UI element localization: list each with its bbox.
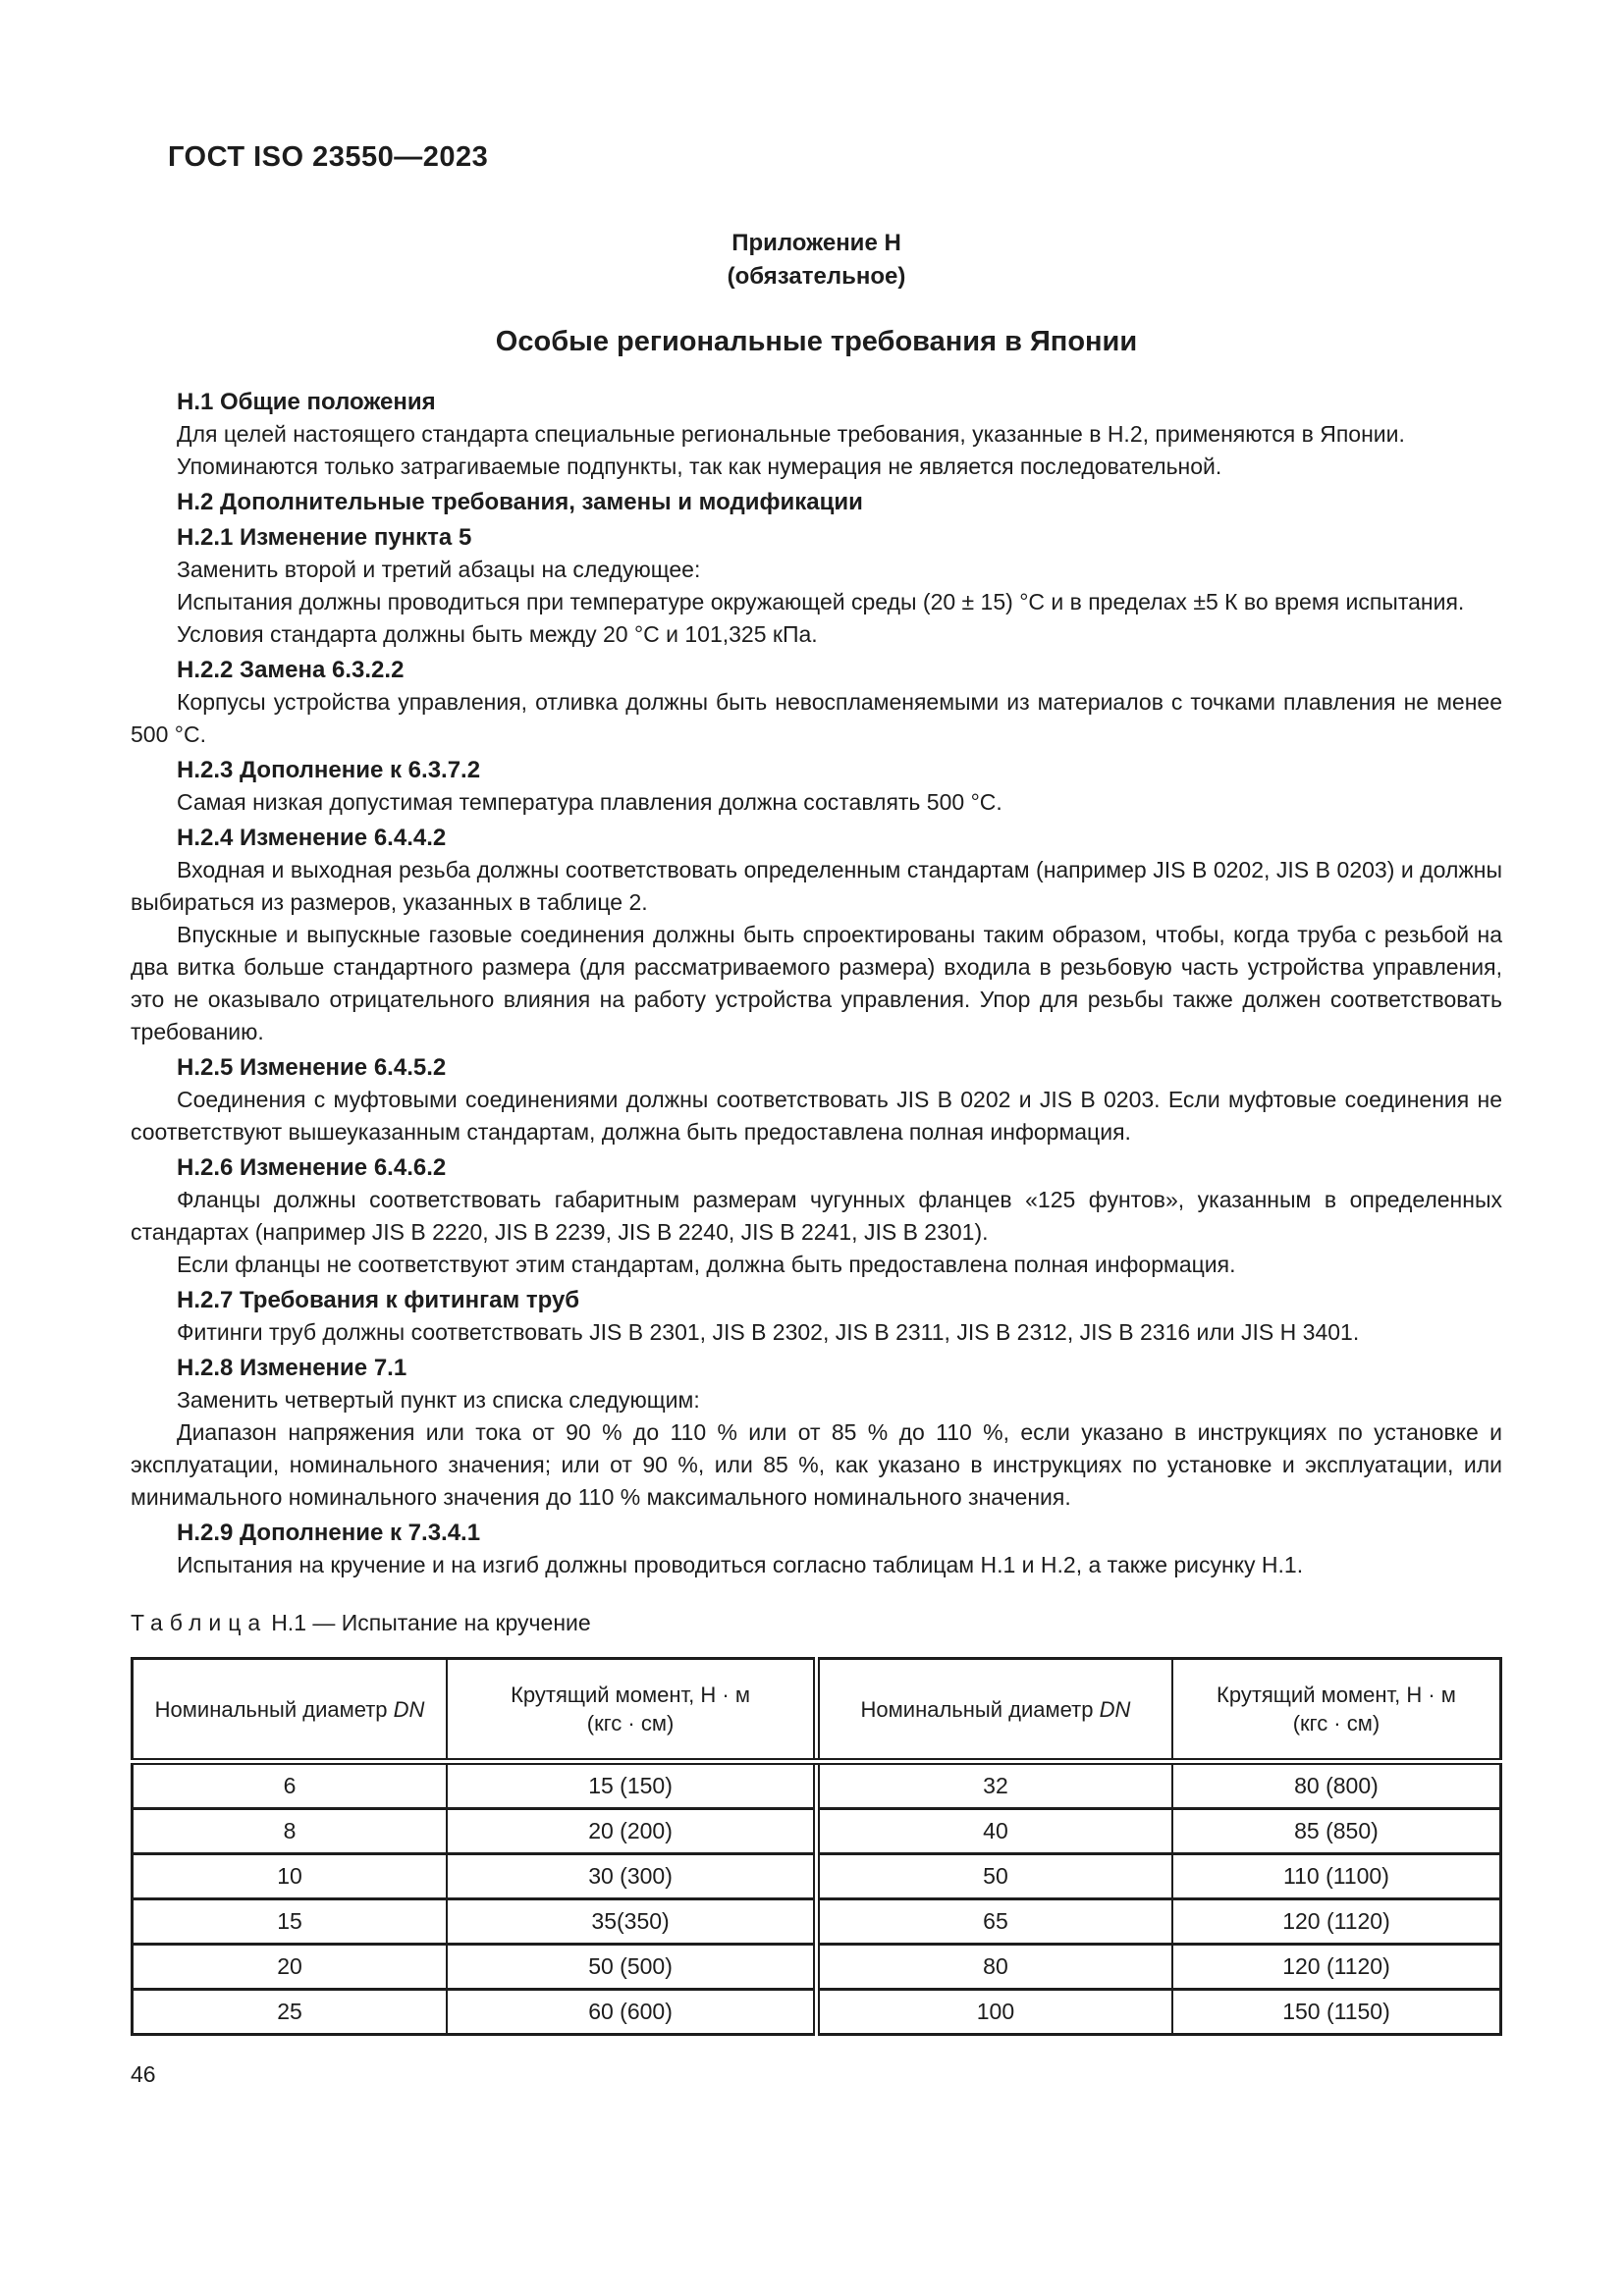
table-caption-text: Н.1 — Испытание на кручение — [271, 1610, 591, 1635]
table-caption — [131, 1608, 1502, 1637]
table-row — [133, 1899, 1501, 1945]
table-row — [133, 1945, 1501, 1990]
table-cell: 30 (300) — [447, 1854, 816, 1899]
dn-symbol: DN — [393, 1696, 425, 1722]
table-cell: 15 — [133, 1899, 448, 1945]
paragraph: Корпусы устройства управления, отливка должны быть невоспламеняемыми из материалов с точками плавления не менее 500 °С. — [131, 689, 1502, 747]
section-heading-h2-3: Н.2.3 Дополнение к 6.3.7.2 — [177, 757, 481, 783]
table-cell: 100 — [816, 1990, 1171, 2035]
dn-symbol: DN — [1099, 1696, 1131, 1722]
section-heading-h2-4: Н.2.4 Изменение 6.4.4.2 — [177, 825, 447, 851]
paragraph: Заменить второй и третий абзацы на следующее: — [177, 557, 701, 582]
page-number: 46 — [131, 2061, 156, 2087]
section-heading-h2-8: Н.2.8 Изменение 7.1 — [177, 1355, 407, 1381]
table-cell: 35(350) — [447, 1899, 816, 1945]
paragraph: Условия стандарта должны быть между 20 °С и 101,325 кПа. — [177, 621, 818, 647]
table-cell: 150 (1150) — [1172, 1990, 1501, 2035]
appendix-status: (обязательное) — [727, 263, 906, 290]
table-cell: 85 (850) — [1172, 1809, 1501, 1854]
table-cell: 120 (1120) — [1172, 1945, 1501, 1990]
table-cell: 25 — [133, 1990, 448, 2035]
col-header-torque-right: Крутящий момент, Н · м (кгс · см) — [1172, 1659, 1501, 1762]
table-row — [133, 1990, 1501, 2035]
table-cell: 20 (200) — [447, 1809, 816, 1854]
section-heading-h1: Н.1 Общие положения — [177, 389, 436, 415]
section-heading-h2: Н.2 Дополнительные требования, замены и модификации — [177, 489, 863, 515]
section-heading-h2-1: Н.2.1 Изменение пункта 5 — [177, 524, 472, 551]
paragraph: Упоминаются только затрагиваемые подпункты, так как нумерация не является последовательной. — [177, 454, 1222, 479]
paragraph: Заменить четвертый пункт из списка следующим: — [177, 1387, 700, 1413]
table-row — [133, 1762, 1501, 1809]
table-cell: 50 — [816, 1854, 1171, 1899]
table-cell: 10 — [133, 1854, 448, 1899]
running-header: ГОСТ ISO 23550—2023 — [168, 141, 489, 173]
paragraph: Самая низкая допустимая температура плавления должна составлять 500 °С. — [177, 789, 1002, 815]
table-cell: 80 — [816, 1945, 1171, 1990]
appendix-label: Приложение Н — [731, 230, 901, 256]
col-header-nominal-diameter-right: Номинальный диаметр DN — [816, 1659, 1171, 1762]
table-caption-word: Таблица — [131, 1610, 268, 1635]
section-heading-h2-7: Н.2.7 Требования к фитингам труб — [177, 1287, 580, 1313]
table-cell: 40 — [816, 1809, 1171, 1854]
section-heading-h2-9: Н.2.9 Дополнение к 7.3.4.1 — [177, 1520, 481, 1546]
paragraph: Фланцы должны соответствовать габаритным размерам чугунных фланцев «125 фунтов», указанным в определенных стандартах (например JIS B 2220, JIS B 2239, JIS B 2240, JIS B 2241, JIS B 2301). — [131, 1187, 1502, 1245]
paragraph: Диапазон напряжения или тока от 90 % до 110 % или от 85 % до 110 %, если указано в инструкциях по установке и эксплуатации, номинального значения; или от 90 %, или 85 %, как указано в инструкциях по установке и эксплуатации, или минимального номинального значения до 110 % максимального номинального значения. — [131, 1419, 1502, 1510]
paragraph: Впускные и выпускные газовые соединения должны быть спроектированы таким образом, чтобы, когда труба с резьбой на два витка больше стандартного размера (для рассматриваемого размера) входила в резьбовую часть устройства управления, это не оказывало отрицательного влияния на работу устройства управления. Упор для резьбы также должен соответствовать требованию. — [131, 922, 1502, 1044]
table-cell: 20 — [133, 1945, 448, 1990]
paragraph: Входная и выходная резьба должны соответствовать определенным стандартам (например JIS B 0202, JIS B 0203) и должны выбираться из размеров, указанных в таблице 2. — [131, 857, 1502, 915]
table-cell: 8 — [133, 1809, 448, 1854]
table-cell: 60 (600) — [447, 1990, 816, 2035]
table-row — [133, 1854, 1501, 1899]
page-title: Особые региональные требования в Японии — [495, 326, 1138, 357]
table-cell: 6 — [133, 1762, 448, 1809]
table-cell: 120 (1120) — [1172, 1899, 1501, 1945]
table-cell: 110 (1100) — [1172, 1854, 1501, 1899]
table-cell: 65 — [816, 1899, 1171, 1945]
table-cell: 15 (150) — [447, 1762, 816, 1809]
section-heading-h2-2: Н.2.2 Замена 6.3.2.2 — [177, 657, 405, 683]
section-heading-h2-5: Н.2.5 Изменение 6.4.5.2 — [177, 1054, 447, 1081]
table-cell: 32 — [816, 1762, 1171, 1809]
paragraph: Соединения с муфтовыми соединениями должны соответствовать JIS B 0202 и JIS B 0203. Если муфтовые соединения не соответствуют вышеуказанным стандартам, должна быть предоставлена полная информация. — [131, 1087, 1502, 1145]
col-header-nominal-diameter-left: Номинальный диаметр DN — [133, 1659, 448, 1762]
paragraph: Если фланцы не соответствуют этим стандартам, должна быть предоставлена полная информация. — [177, 1252, 1236, 1277]
table-row — [133, 1809, 1501, 1854]
table-cell: 80 (800) — [1172, 1762, 1501, 1809]
col-header-torque-left: Крутящий момент, Н · м (кгс · см) — [447, 1659, 816, 1762]
paragraph: Испытания на кручение и на изгиб должны проводиться согласно таблицам Н.1 и Н.2, а также рисунку Н.1. — [177, 1552, 1304, 1577]
section-heading-h2-6: Н.2.6 Изменение 6.4.6.2 — [177, 1154, 447, 1181]
paragraph: Для целей настоящего стандарта специальные региональные требования, указанные в Н.2, применяются в Японии. — [177, 421, 1405, 447]
torsion-test-table — [131, 1657, 1502, 2036]
table-header-row — [133, 1659, 1501, 1762]
table-cell: 50 (500) — [447, 1945, 816, 1990]
paragraph: Фитинги труб должны соответствовать JIS B 2301, JIS B 2302, JIS B 2311, JIS B 2312, JIS B 2316 или JIS H 3401. — [177, 1319, 1360, 1345]
paragraph: Испытания должны проводиться при температуре окружающей среды (20 ± 15) °С и в пределах ±5 К во время испытания. — [177, 589, 1465, 614]
